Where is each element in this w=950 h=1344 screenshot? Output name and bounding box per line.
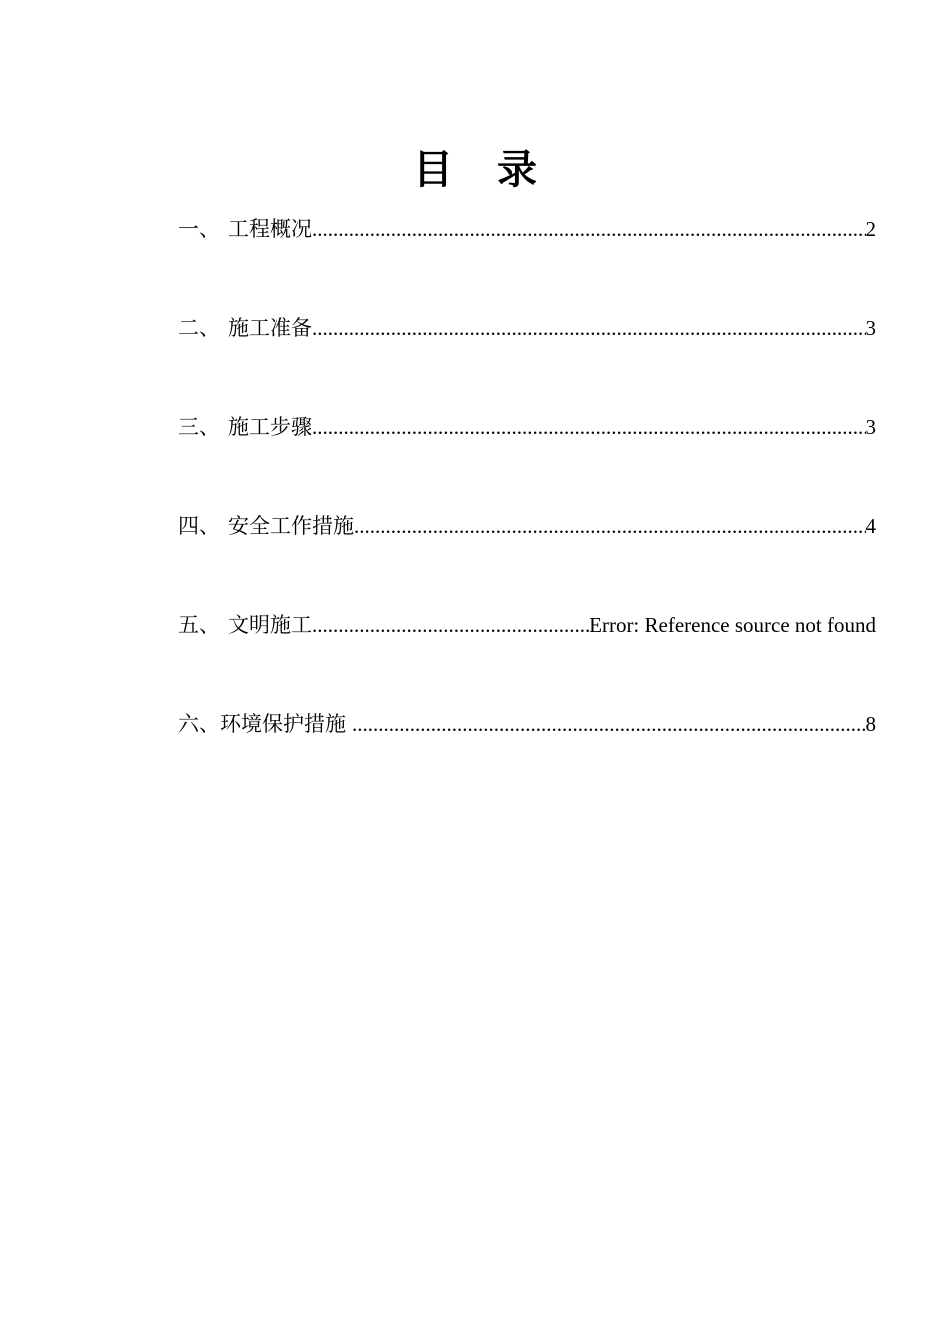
toc-entry[interactable] <box>178 410 876 444</box>
toc-dot-leader <box>312 608 589 642</box>
toc-dot-leader <box>352 707 866 741</box>
toc-entry[interactable] <box>178 608 876 642</box>
toc-title-char-1: 目 <box>413 147 453 192</box>
toc-entry-page: 2 <box>865 217 876 241</box>
toc-title-char-2: 录 <box>497 147 537 192</box>
toc-entry-label: 工程概况 <box>228 217 312 241</box>
toc-entry-label: 安全工作措施 <box>228 514 354 538</box>
toc-entry-label: 施工准备 <box>228 316 312 340</box>
toc-entry-number: 四、 <box>178 514 220 538</box>
toc-entry-page: 8 <box>865 712 876 736</box>
toc-dot-leader <box>312 212 866 246</box>
toc-entry-number: 五、 <box>178 613 220 637</box>
toc-list <box>178 212 876 806</box>
toc-dot-leader <box>312 311 866 345</box>
toc-entry-page: 3 <box>865 316 876 340</box>
toc-entry-number: 一、 <box>178 217 220 241</box>
toc-title <box>0 142 950 198</box>
toc-entry[interactable] <box>178 707 876 741</box>
toc-entry-label: 文明施工 <box>228 613 312 637</box>
toc-entry[interactable] <box>178 311 876 345</box>
toc-entry[interactable] <box>178 212 876 246</box>
toc-dot-leader <box>354 509 866 543</box>
toc-entry-page: 3 <box>865 415 876 439</box>
toc-entry-page: 4 <box>865 514 876 538</box>
toc-entry-number: 三、 <box>178 415 220 439</box>
toc-entry-number: 六、 <box>178 712 220 736</box>
toc-entry-page: Error: Reference source not found <box>589 613 876 637</box>
toc-entry[interactable] <box>178 509 876 543</box>
toc-entry-label: 环境保护措施 <box>220 712 346 736</box>
toc-entry-number: 二、 <box>178 316 220 340</box>
toc-entry-label: 施工步骤 <box>228 415 312 439</box>
toc-dot-leader <box>312 410 866 444</box>
